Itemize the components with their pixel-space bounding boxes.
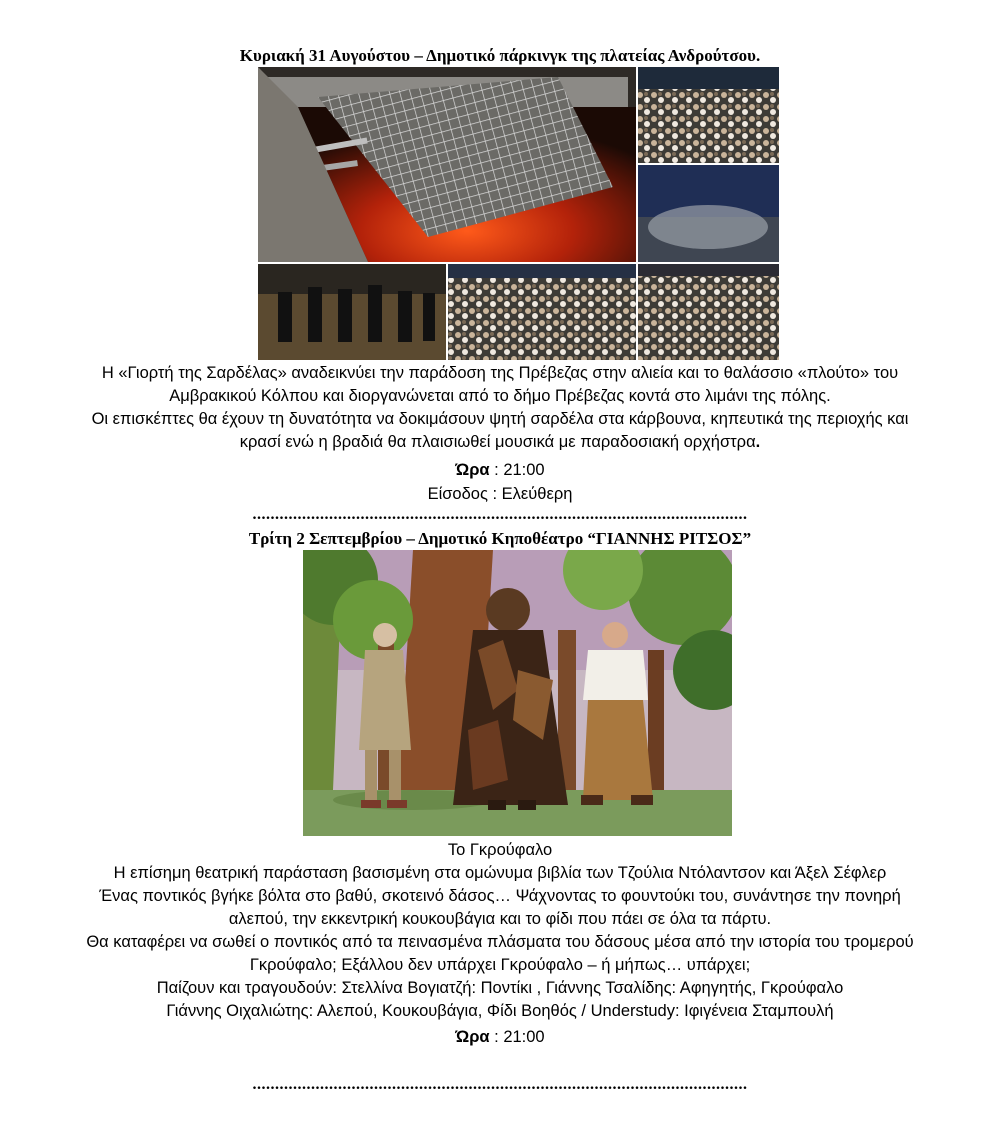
event1-desc-line-2: Αμβρακικού Κόλπου και διοργανώνεται από το δήμο Πρέβεζας κοντά στο λιμάνι της πόλης.	[169, 387, 831, 405]
event2-time-value: : 21:00	[489, 1028, 545, 1046]
event1-desc-end: .	[755, 433, 761, 451]
event2-desc-line-6: Παίζουν και τραγουδούν: Στελλίνα Βογιατζή: Ποντίκι , Γιάννης Τσαλίδης: Αφηγητής, Γκρούφαλο	[156, 979, 844, 997]
event2-desc-line-7: Γιάννης Οιχαλιώτης: Αλεπού, Κουκουβάγια, Φίδι Βοηθός / Understudy: Ιφιγένεια Σταμπουλή	[166, 1002, 834, 1020]
event2-desc-line-4: Θα καταφέρει να σωθεί ο ποντικός από τα πεινασμένα πλάσματα του δάσους μέσα από την ιστορία του τρομερού	[86, 933, 914, 951]
event2-time-label: Ώρα	[455, 1028, 490, 1046]
dancers-photo	[258, 264, 446, 360]
event1-entry: Είσοδος : Ελεύθερη	[427, 485, 573, 503]
collage-svg	[258, 67, 779, 360]
event1-desc-line-3: Οι επισκέπτες θα έχουν τη δυνατότητα να δοκιμάσουν ψητή σαρδέλα στα κάρβουνα, κηπευτικά της περιοχής και	[91, 410, 909, 428]
crowd-photo-top	[638, 67, 779, 163]
event1-desc-line-4-text: κρασί ενώ η βραδιά θα πλαισιωθεί μουσικά με παραδοσιακή ορχήστρα	[239, 433, 756, 451]
stage-svg	[303, 550, 732, 836]
event2-heading: Τρίτη 2 Σεπτεμβρίου – Δημοτικό Κηποθέατρο “ΓΙΑΝΝΗΣ ΡΙΤΣΟΣ”	[248, 529, 752, 548]
event2-desc-line-3: αλεπού, την εκκεντρική κουκουβάγια και το φίδι που πάει σε όλα τα πάρτυ.	[228, 910, 772, 928]
event2-desc-line-5: Γκρούφαλο; Εξάλλου δεν υπάρχει Γκρούφαλο – ή μήπως… υπάρχει;	[249, 956, 751, 974]
event1-desc-line-4	[0, 431, 1000, 453]
sardine-festival-collage	[258, 67, 779, 360]
separator-2: ..............................................................................................................	[252, 1076, 748, 1093]
event1-time	[0, 459, 1000, 481]
event2-desc-line-2: Ένας ποντικός βγήκε βόλτα στο βαθύ, σκοτεινό δάσος… Ψάχνοντας το φουντούκι του, συνάντησε την πονηρή	[99, 887, 901, 905]
event2-caption: Το Γκρούφαλο	[447, 841, 553, 859]
separator-1: ..............................................................................................................	[252, 506, 748, 523]
gruffalo-stage-photo	[303, 550, 732, 836]
crowd-photo-bottom-right	[638, 264, 779, 360]
event1-time-value: : 21:00	[489, 461, 545, 479]
event2-desc-line-1: Η επίσημη θεατρική παράσταση βασισμένη στα ομώνυμα βιβλία των Τζούλια Ντόλαντσον και Άξελ Σέφλερ	[113, 864, 887, 882]
event1-heading: Κυριακή 31 Αυγούστου – Δημοτικό πάρκινγκ της πλατείας Ανδρούτσου.	[239, 46, 761, 65]
grill-photo	[258, 67, 636, 262]
event1-desc-line-1: Η «Γιορτή της Σαρδέλας» αναδεικνύει την παράδοση της Πρέβεζας στην αλιεία και το θαλάσσιο «πλούτο» του	[101, 364, 899, 382]
event1-time-label: Ώρα	[455, 461, 490, 479]
smoke-photo	[638, 165, 779, 262]
event2-time	[0, 1026, 1000, 1048]
crowd-photo-bottom-middle	[448, 264, 636, 360]
